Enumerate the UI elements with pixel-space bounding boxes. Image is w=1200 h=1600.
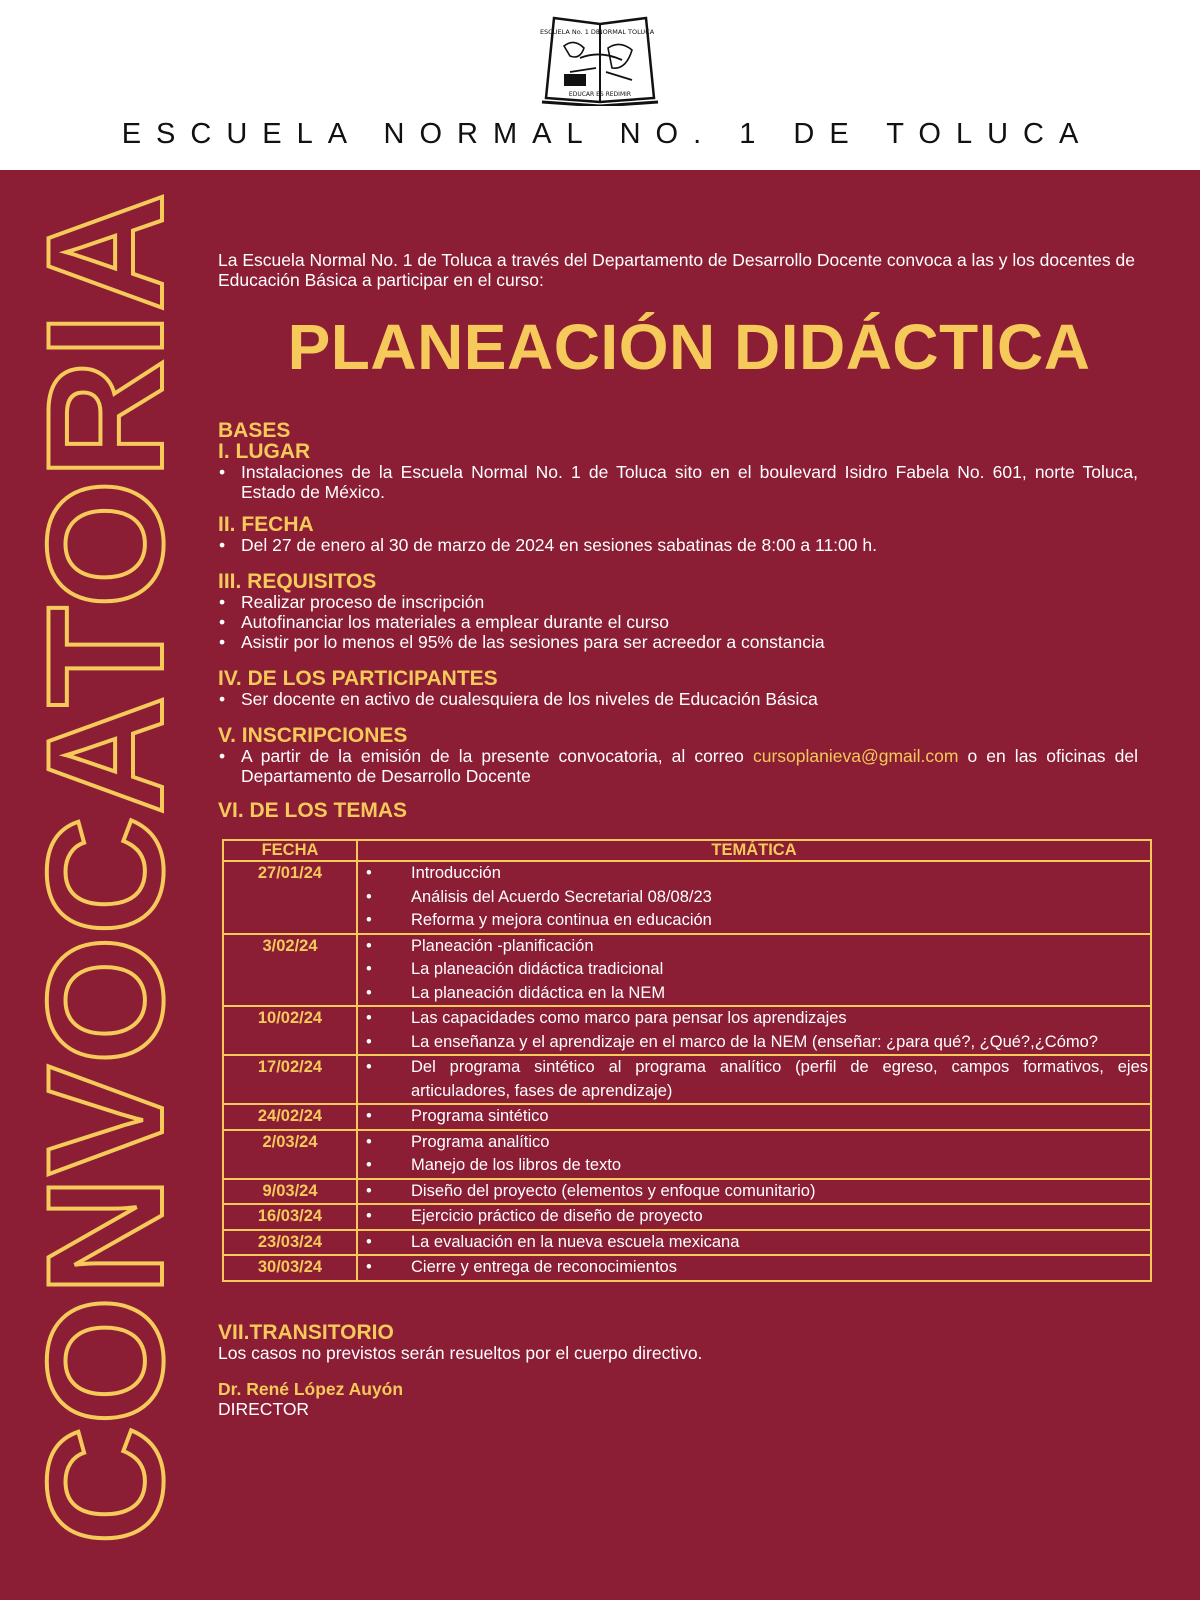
row-date: 2/03/24 — [223, 1130, 357, 1179]
topic-item: • Análisis del Acuerdo Secretarial 08/08/23 — [358, 886, 1150, 910]
topic-item: • Introducción — [358, 862, 1150, 886]
main-content — [218, 250, 1148, 1419]
intro-text: La Escuela Normal No. 1 de Toluca a través del Departamento de Desarrollo Docente convoca a las y los docentes de Educación Básica a participar en el curso: — [218, 250, 1135, 290]
topic-item: • La planeación didáctica en la NEM — [358, 982, 1150, 1006]
row-date: 23/03/24 — [223, 1230, 357, 1256]
topic-list — [358, 1231, 1150, 1255]
table-row — [223, 1204, 1151, 1230]
topic-list — [358, 1180, 1150, 1204]
table-row — [223, 934, 1151, 1007]
signature-name: Dr. René López Auyón — [218, 1378, 404, 1399]
email-link[interactable]: cursoplanieva@gmail.com — [752, 746, 959, 766]
topic-list — [358, 935, 1150, 1006]
row-topics — [357, 934, 1151, 1007]
row-topics — [357, 1204, 1151, 1230]
row-date: 9/03/24 — [223, 1179, 357, 1205]
school-name: ESCUELA NORMAL NO. 1 DE TOLUCA — [121, 118, 1094, 150]
row-date: 27/01/24 — [223, 861, 357, 934]
list-item: • Instalaciones de la Escuela Normal No. 1 de Toluca sito en el boulevard Isidro Fabela No. 601, norte Toluca, Estado de México. — [218, 462, 1138, 502]
header — [0, 0, 1200, 170]
table-row — [223, 1104, 1151, 1130]
topic-list — [358, 1205, 1150, 1229]
temas-heading: VI. DE LOS TEMAS — [218, 799, 408, 822]
topic-item: • Programa sintético — [358, 1105, 1150, 1129]
topic-item: • La evaluación en la nueva escuela mexicana — [358, 1231, 1150, 1255]
row-date: 24/02/24 — [223, 1104, 357, 1130]
table-row — [223, 1130, 1151, 1179]
topic-item: • Ejercicio práctico de diseño de proyecto — [358, 1205, 1150, 1229]
signature-title: DIRECTOR — [218, 1398, 310, 1419]
topic-list — [358, 1131, 1150, 1178]
topic-item: • Diseño del proyecto (elementos y enfoque comunitario) — [358, 1180, 1150, 1204]
table-row — [223, 1230, 1151, 1256]
requisitos-heading: III. REQUISITOS — [218, 570, 377, 593]
topic-list — [358, 862, 1150, 933]
fecha-heading: II. FECHA — [218, 513, 314, 536]
transitorio-heading: VII.TRANSITORIO — [218, 1320, 394, 1344]
inscripciones-text-before: A partir de la emisión de la presente convocatoria, al correo — [241, 746, 744, 766]
requisitos-list — [218, 592, 1138, 652]
row-date: 3/02/24 — [223, 934, 357, 1007]
topics-table — [222, 839, 1152, 1282]
list-item: • Realizar proceso de inscripción — [218, 592, 1138, 612]
course-title: PLANEACIÓN DIDÁCTICA — [287, 311, 1091, 383]
topic-list — [358, 1256, 1150, 1280]
topic-item: • Manejo de los libros de texto — [358, 1154, 1150, 1178]
topic-list — [358, 1056, 1150, 1103]
row-date: 17/02/24 — [223, 1055, 357, 1104]
row-topics — [357, 1104, 1151, 1130]
list-item: • Ser docente en activo de cualesquiera de los niveles de Educación Básica — [218, 689, 1138, 709]
row-topics — [357, 1179, 1151, 1205]
date-column-header: FECHA — [223, 840, 357, 861]
row-topics — [357, 1055, 1151, 1104]
topic-column-header: TEMÁTICA — [357, 840, 1151, 861]
table-body — [223, 861, 1151, 1281]
participantes-list — [218, 689, 1138, 709]
topic-item: • Del programa sintético al programa analítico (perfil de egreso, campos formativos, ejes articuladores, fases de aprendizaje) — [358, 1056, 1150, 1103]
side-title: CONVOCATORIA — [13, 191, 197, 1545]
table-row — [223, 1006, 1151, 1055]
table-row — [223, 1055, 1151, 1104]
topic-item: • Cierre y entrega de reconocimientos — [358, 1256, 1150, 1280]
table-header-row — [223, 840, 1151, 861]
row-topics — [357, 1130, 1151, 1179]
table-row — [223, 1179, 1151, 1205]
table-row — [223, 861, 1151, 934]
list-item — [218, 746, 1138, 786]
list-item: • Asistir por lo menos el 95% de las sesiones para ser acreedor a constancia — [218, 632, 1138, 652]
topic-item: • La planeación didáctica tradicional — [358, 958, 1150, 982]
topic-item: • Las capacidades como marco para pensar los aprendizajes — [358, 1007, 1150, 1031]
topic-list — [358, 1007, 1150, 1054]
lugar-heading: I. LUGAR — [218, 440, 311, 463]
transitorio-text: Los casos no previstos serán resueltos por el cuerpo directivo. — [218, 1342, 703, 1363]
logo-text-left: ESCUELA No. 1 DE — [540, 28, 601, 36]
inscripciones-list — [218, 746, 1138, 786]
participantes-heading: IV. DE LOS PARTICIPANTES — [218, 667, 498, 690]
inscripciones-heading: V. INSCRIPCIONES — [218, 724, 408, 747]
topic-list — [358, 1105, 1150, 1129]
table-row — [223, 1255, 1151, 1281]
inscripciones-text-after: o en las oficinas del Departamento de Desarrollo Docente — [241, 746, 1138, 786]
row-date: 10/02/24 — [223, 1006, 357, 1055]
topic-item: • Reforma y mejora continua en educación — [358, 909, 1150, 933]
bases-heading: BASES — [218, 419, 291, 442]
logo-text-right: NORMAL TOLUCA — [597, 28, 655, 36]
row-date: 16/03/24 — [223, 1204, 357, 1230]
logo-motto: EDUCAR ES REDIMIR — [568, 91, 632, 98]
row-topics — [357, 1255, 1151, 1281]
topic-item: • Programa analítico — [358, 1131, 1150, 1155]
row-date: 30/03/24 — [223, 1255, 357, 1281]
row-topics — [357, 1230, 1151, 1256]
row-topics — [357, 861, 1151, 934]
topic-item: • Planeación -planificación — [358, 935, 1150, 959]
list-item: • Del 27 de enero al 30 de marzo de 2024 en sesiones sabatinas de 8:00 a 11:00 h. — [218, 535, 1138, 555]
row-topics — [357, 1006, 1151, 1055]
lugar-list — [218, 462, 1138, 502]
school-logo — [540, 10, 660, 106]
list-item: • Autofinanciar los materiales a emplear durante el curso — [218, 612, 1138, 632]
fecha-list — [218, 535, 1138, 555]
topic-item: • La enseñanza y el aprendizaje en el marco de la NEM (enseñar: ¿para qué?, ¿Qué?,¿Cómo? — [358, 1031, 1150, 1055]
